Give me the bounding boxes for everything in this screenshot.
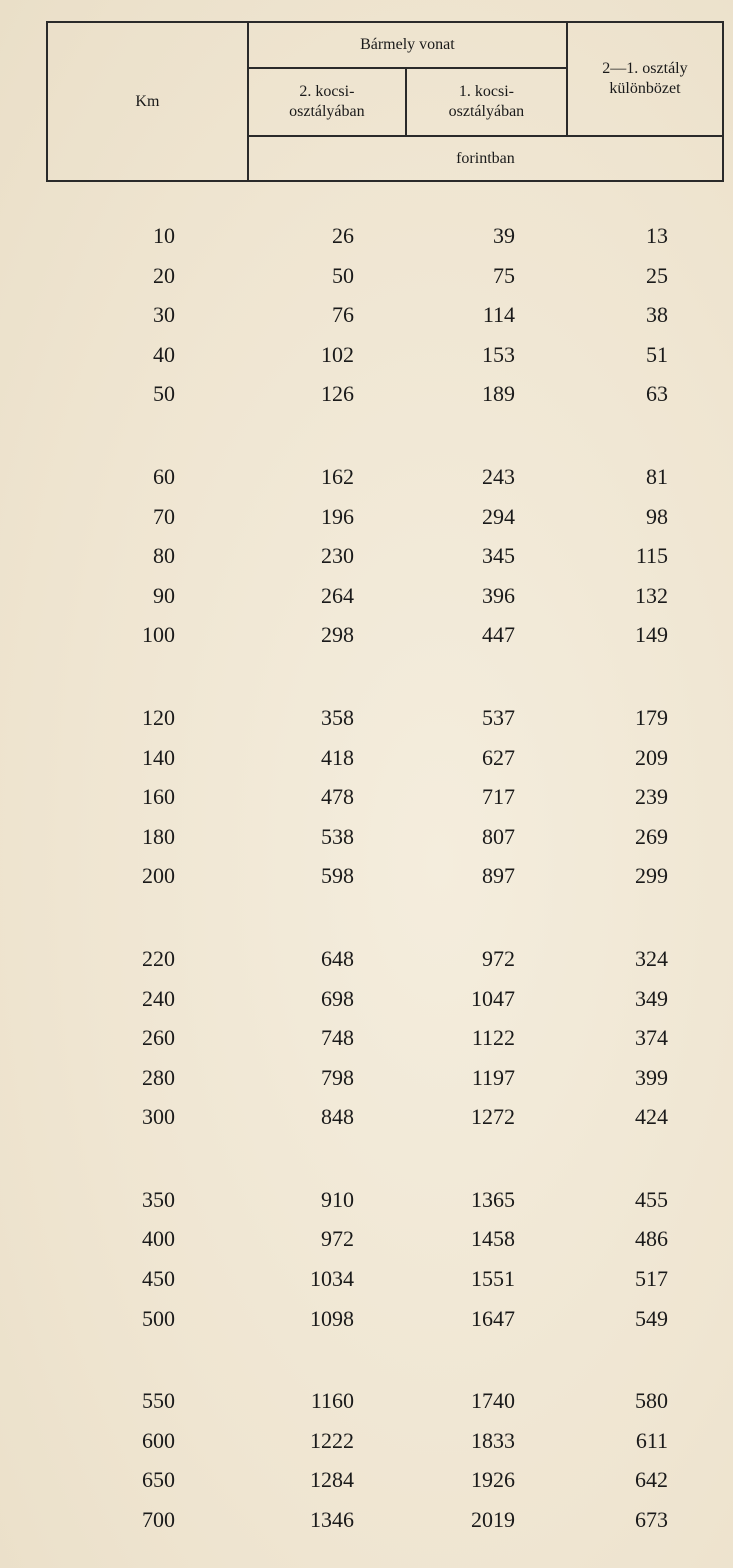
- second-class-fare-cell: 910: [321, 1186, 354, 1212]
- class-difference-cell: 13: [646, 223, 668, 248]
- second-class-fare-cell: 358: [321, 704, 354, 730]
- first-class-fare-cell: 1740: [471, 1388, 515, 1414]
- class-difference-cell: 424: [635, 1104, 668, 1130]
- second-class-header: [248, 68, 406, 136]
- class-difference-cell: 51: [646, 341, 668, 367]
- km-cell: 550: [142, 1388, 175, 1414]
- first-class-fare-cell: 189: [482, 381, 515, 407]
- table-row: [0, 216, 733, 256]
- second-class-fare-cell: 26: [332, 223, 354, 248]
- table-row: [0, 1180, 733, 1220]
- class-difference-cell: 517: [635, 1266, 668, 1292]
- second-class-fare-cell: 972: [321, 1226, 354, 1252]
- table-row: [0, 1219, 733, 1259]
- first-class-fare-cell: 1458: [471, 1226, 515, 1252]
- first-class-fare-cell: 537: [482, 704, 515, 730]
- second-class-fare-cell: 748: [321, 1025, 354, 1051]
- second-class-fare-cell: 1034: [310, 1266, 354, 1292]
- second-class-fare-cell: 598: [321, 863, 354, 889]
- class-difference-cell: 580: [635, 1388, 668, 1414]
- km-cell: 140: [142, 744, 175, 770]
- first-class-fare-cell: 243: [482, 463, 515, 489]
- first-class-fare-cell: 39: [493, 223, 515, 248]
- km-cell: 100: [142, 622, 175, 648]
- km-cell: 160: [142, 784, 175, 810]
- first-class-fare-cell: 114: [482, 302, 515, 328]
- class-difference-cell: 179: [635, 704, 668, 730]
- second-class-fare-cell: 230: [321, 543, 354, 569]
- second-class-fare-cell: 1222: [310, 1427, 354, 1453]
- table-row: [0, 1259, 733, 1299]
- class-difference-cell: 115: [635, 543, 668, 569]
- first-class-fare-cell: 972: [482, 945, 515, 971]
- fare-table-header: [46, 21, 724, 182]
- second-class-fare-cell: 102: [321, 341, 354, 367]
- class-difference-cell: 349: [635, 985, 668, 1011]
- second-class-fare-cell: 478: [321, 784, 354, 810]
- first-class-header: [406, 68, 567, 136]
- table-row: [0, 777, 733, 817]
- class-difference-cell: 642: [635, 1467, 668, 1493]
- difference-header: [567, 22, 723, 136]
- table-row: [0, 1018, 733, 1058]
- table-row: [0, 1500, 733, 1540]
- km-cell: 180: [142, 823, 175, 849]
- km-cell: 90: [153, 582, 175, 608]
- km-cell: 260: [142, 1025, 175, 1051]
- class-difference-cell: 98: [646, 503, 668, 529]
- km-cell: 10: [153, 223, 175, 248]
- first-class-fare-cell: 1647: [471, 1305, 515, 1331]
- km-cell: 700: [142, 1507, 175, 1533]
- table-row: [0, 615, 733, 655]
- table-row: [0, 856, 733, 896]
- km-cell: 240: [142, 985, 175, 1011]
- first-class-fare-cell: 345: [482, 543, 515, 569]
- class-difference-cell: 455: [635, 1186, 668, 1212]
- class-difference-cell: 63: [646, 381, 668, 407]
- km-cell: 120: [142, 704, 175, 730]
- table-row: [0, 1097, 733, 1137]
- class-difference-cell: 299: [635, 863, 668, 889]
- class-difference-cell: 549: [635, 1305, 668, 1331]
- km-cell: 80: [153, 543, 175, 569]
- second-class-fare-cell: 264: [321, 582, 354, 608]
- km-cell: 200: [142, 863, 175, 889]
- km-header: Km: [47, 22, 248, 181]
- second-class-fare-cell: 196: [321, 503, 354, 529]
- second-class-fare-cell: 126: [321, 381, 354, 407]
- km-cell: 350: [142, 1186, 175, 1212]
- first-class-fare-cell: 75: [493, 262, 515, 288]
- class-difference-cell: 324: [635, 945, 668, 971]
- km-cell: 280: [142, 1064, 175, 1090]
- class-difference-cell: 486: [635, 1226, 668, 1252]
- km-cell: 220: [142, 945, 175, 971]
- km-cell: 400: [142, 1226, 175, 1252]
- first-class-fare-cell: 1551: [471, 1266, 515, 1292]
- class-difference-cell: 149: [635, 622, 668, 648]
- table-row: [0, 374, 733, 414]
- second-class-fare-cell: 538: [321, 823, 354, 849]
- second-class-fare-cell: 162: [321, 463, 354, 489]
- table-row: [0, 335, 733, 375]
- table-row: [0, 979, 733, 1019]
- table-row: [0, 817, 733, 857]
- first-class-fare-cell: 153: [482, 341, 515, 367]
- table-row: [0, 698, 733, 738]
- first-class-fare-cell: 1833: [471, 1427, 515, 1453]
- unit-header: forintban: [248, 136, 723, 181]
- first-class-fare-cell: 627: [482, 744, 515, 770]
- first-class-fare-cell: 2019: [471, 1507, 515, 1533]
- km-cell: 60: [153, 463, 175, 489]
- class-difference-cell: 132: [635, 582, 668, 608]
- first-class-header-label: 1. kocsi- osztályában: [448, 83, 525, 120]
- second-class-fare-cell: 418: [321, 744, 354, 770]
- table-row: [0, 536, 733, 576]
- class-difference-cell: 38: [646, 302, 668, 328]
- second-class-fare-cell: 798: [321, 1064, 354, 1090]
- km-cell: 500: [142, 1305, 175, 1331]
- class-difference-cell: 239: [635, 784, 668, 810]
- km-cell: 650: [142, 1467, 175, 1493]
- class-difference-cell: 81: [646, 463, 668, 489]
- km-cell: 40: [153, 341, 175, 367]
- first-class-fare-cell: 1122: [471, 1025, 515, 1051]
- table-row: [0, 1299, 733, 1339]
- km-cell: 30: [153, 302, 175, 328]
- table-row: [0, 1058, 733, 1098]
- second-class-fare-cell: 698: [321, 985, 354, 1011]
- first-class-fare-cell: 1197: [471, 1064, 515, 1090]
- second-class-fare-cell: 76: [332, 302, 354, 328]
- first-class-fare-cell: 396: [482, 582, 515, 608]
- second-class-header-label: 2. kocsi- osztályában: [289, 83, 365, 120]
- km-cell: 70: [153, 503, 175, 529]
- class-difference-cell: 209: [635, 744, 668, 770]
- class-difference-cell: 25: [646, 262, 668, 288]
- class-difference-cell: 611: [635, 1427, 668, 1453]
- first-class-fare-cell: 294: [482, 503, 515, 529]
- table-row: [0, 1381, 733, 1421]
- first-class-fare-cell: 897: [482, 863, 515, 889]
- km-cell: 300: [142, 1104, 175, 1130]
- second-class-fare-cell: 1346: [310, 1507, 354, 1533]
- first-class-fare-cell: 807: [482, 823, 515, 849]
- table-row: [0, 738, 733, 778]
- second-class-fare-cell: 50: [332, 262, 354, 288]
- first-class-fare-cell: 447: [482, 622, 515, 648]
- table-row: [0, 1460, 733, 1500]
- second-class-fare-cell: 648: [321, 945, 354, 971]
- class-difference-cell: 399: [635, 1064, 668, 1090]
- table-row: [0, 457, 733, 497]
- table-row: [0, 256, 733, 296]
- table-row: [0, 939, 733, 979]
- km-cell: 20: [153, 262, 175, 288]
- table-row: [0, 1421, 733, 1461]
- second-class-fare-cell: 1284: [310, 1467, 354, 1493]
- table-row: [0, 497, 733, 537]
- first-class-fare-cell: 1365: [471, 1186, 515, 1212]
- fare-table-body: [0, 216, 733, 1540]
- km-cell: 600: [142, 1427, 175, 1453]
- class-difference-cell: 269: [635, 823, 668, 849]
- table-row: [0, 576, 733, 616]
- first-class-fare-cell: 1926: [471, 1467, 515, 1493]
- first-class-fare-cell: 1272: [471, 1104, 515, 1130]
- class-difference-cell: 673: [635, 1507, 668, 1533]
- km-cell: 50: [153, 381, 175, 407]
- table-row: [0, 295, 733, 335]
- second-class-fare-cell: 298: [321, 622, 354, 648]
- km-cell: 450: [142, 1266, 175, 1292]
- second-class-fare-cell: 1160: [310, 1388, 354, 1414]
- second-class-fare-cell: 848: [321, 1104, 354, 1130]
- first-class-fare-cell: 1047: [471, 985, 515, 1011]
- class-difference-cell: 374: [635, 1025, 668, 1051]
- any-train-header: Bármely vonat: [248, 22, 567, 68]
- difference-header-label: 2—1. osztály különbözet: [602, 60, 688, 97]
- first-class-fare-cell: 717: [482, 784, 515, 810]
- second-class-fare-cell: 1098: [310, 1305, 354, 1331]
